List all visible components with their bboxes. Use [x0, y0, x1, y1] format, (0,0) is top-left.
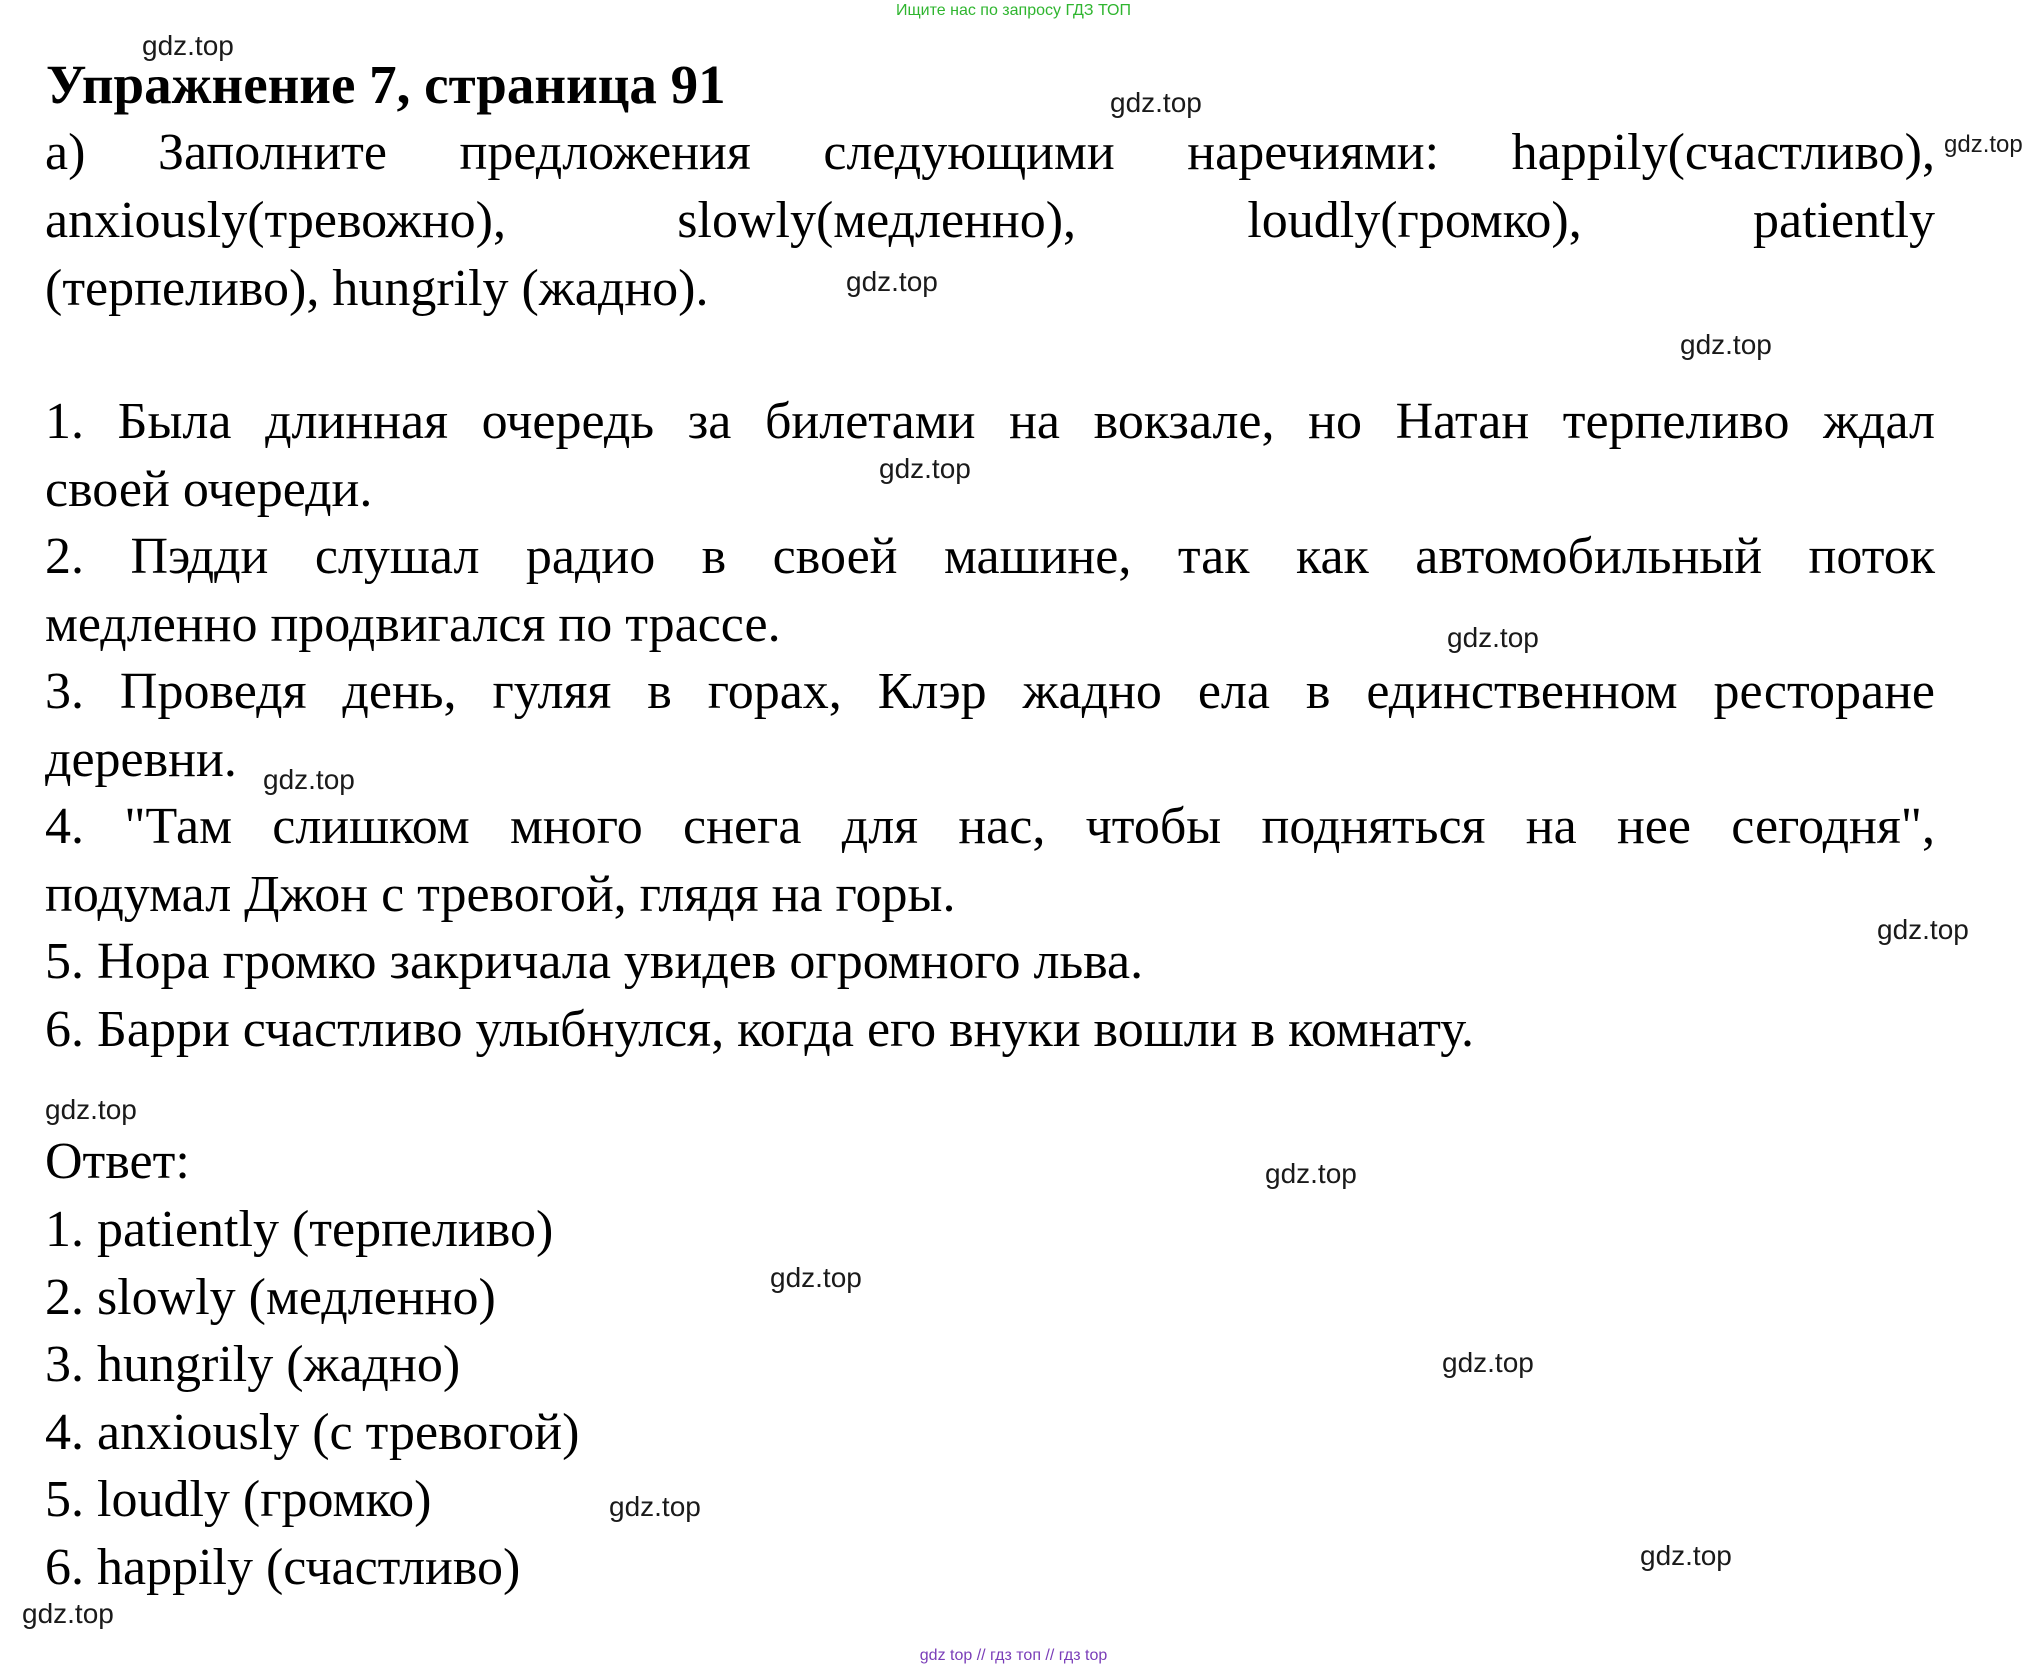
watermark: gdz.top [263, 764, 355, 795]
watermark: gdz.top [1680, 329, 1772, 360]
instruction-line: anxiously(тревожно), slowly(медленно), loudly(громко), patiently [45, 192, 1935, 249]
answer-list [45, 1196, 579, 1601]
instruction-line: (терпеливо), hungrily (жадно). [45, 260, 709, 317]
top-banner: Ищите нас по запросу ГДЗ ТОП [896, 2, 1131, 19]
answer-item: 2. slowly (медленно) [45, 1268, 496, 1326]
task-line: своей очереди. [45, 460, 373, 518]
exercise-title: Упражнение 7, страница 91 [46, 54, 726, 115]
task-line: 5. Нора громко закричала увидев огромного льва. [45, 933, 1144, 990]
watermark: gdz.top [45, 1094, 137, 1125]
watermark: gdz.top [1877, 914, 1969, 945]
watermark: gdz.top [1265, 1158, 1357, 1189]
watermark: gdz.top [1640, 1540, 1732, 1571]
instruction-line: а) Заполните предложения следующими наречиями: happily(счастливо), [45, 124, 1935, 181]
watermark: gdz.top [879, 453, 971, 484]
answer-item: 4. anxiously (с тревогой) [45, 1403, 580, 1461]
answer-item: 6. happily (счастливо) [45, 1538, 521, 1596]
answer-item: 5. loudly (громко) [45, 1471, 432, 1528]
watermark: gdz.top [142, 30, 234, 61]
answer-item: 1. patiently (терпеливо) [45, 1201, 554, 1258]
task-line: 1. Была длинная очередь за билетами на вокзале, но Натан терпеливо ждал [45, 393, 1935, 450]
task-line: 3. Проведя день, гуляя в горах, Клэр жадно ела в единственном ресторане [45, 663, 1935, 720]
task-line: 6. Барри счастливо улыбнулся, когда его внуки вошли в комнату. [45, 1000, 1475, 1058]
bottom-banner: gdz top // гдз топ // гдз top [919, 1647, 1108, 1664]
exercise-instructions [45, 119, 1935, 323]
task-sentences [45, 388, 1935, 1063]
watermark: gdz.top [1447, 622, 1539, 653]
watermark: gdz.top [609, 1491, 701, 1522]
task-line: 2. Пэдди слушал радио в своей машине, так как автомобильный поток [45, 528, 1935, 585]
watermark: gdz.top [846, 266, 938, 297]
answer-label: Ответ: [45, 1133, 190, 1190]
task-line: подумал Джон с тревогой, глядя на горы. [45, 865, 956, 923]
watermark: gdz.top [1110, 87, 1202, 118]
task-line: деревни. [45, 730, 237, 788]
task-line: 4. "Там слишком много снега для нас, чтобы подняться на нее сегодня", [45, 798, 1935, 855]
answer-item: 3. hungrily (жадно) [45, 1336, 461, 1393]
watermark: gdz.top [770, 1262, 862, 1293]
watermark: gdz.top [22, 1598, 114, 1629]
task-line: медленно продвигался по трассе. [45, 595, 781, 653]
watermark: gdz.top [1442, 1347, 1534, 1378]
watermark: gdz.top [1944, 131, 2023, 158]
